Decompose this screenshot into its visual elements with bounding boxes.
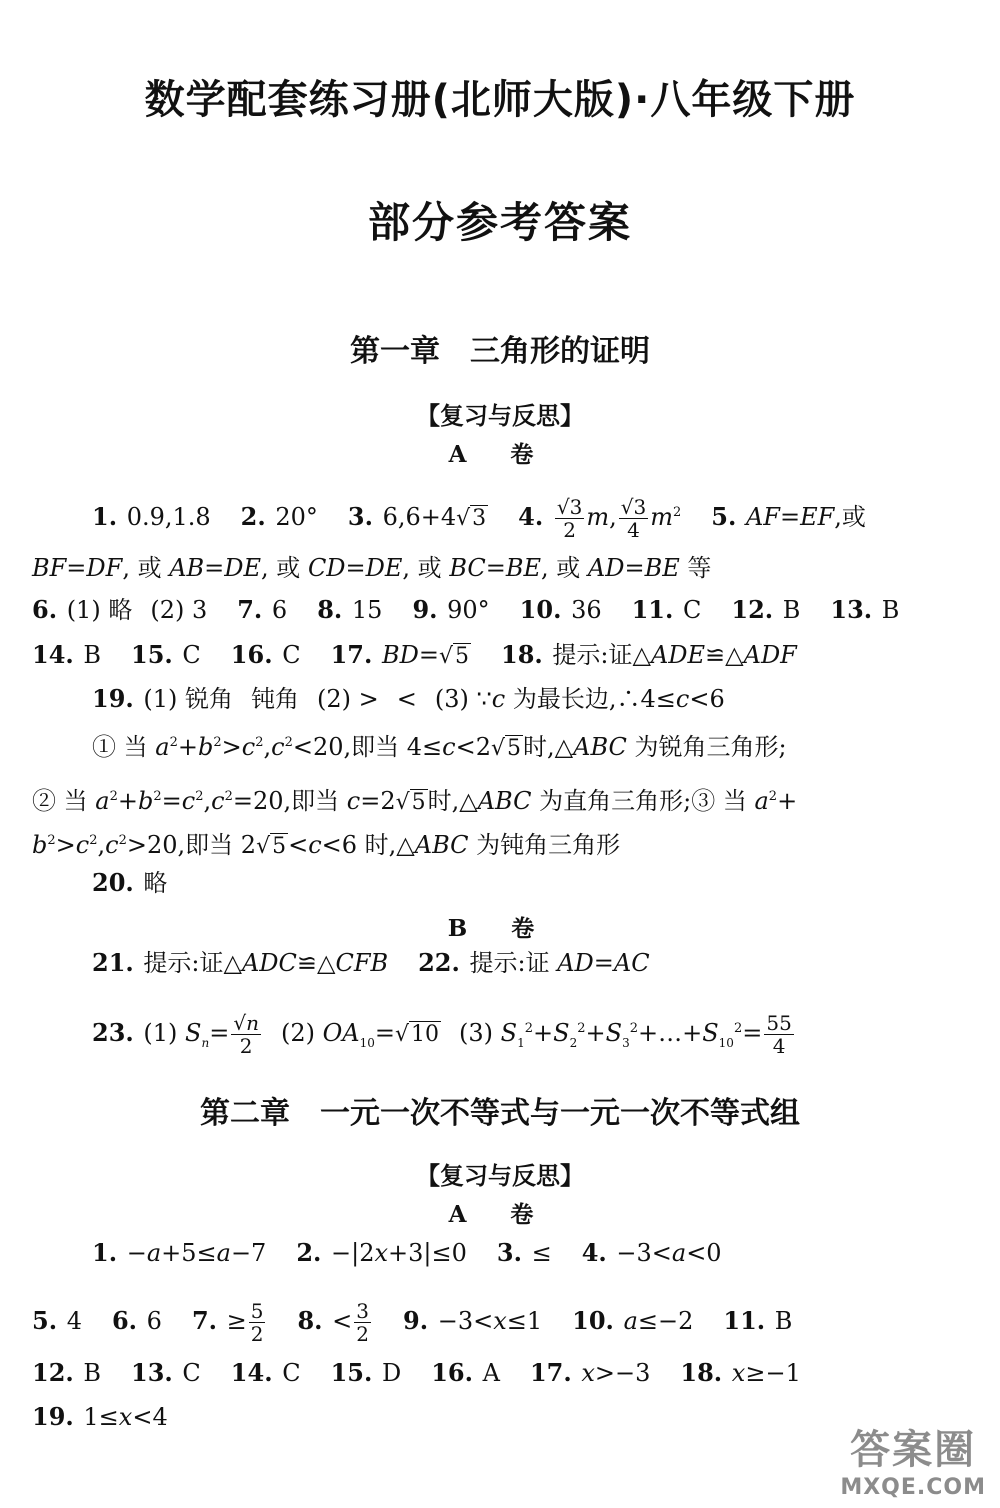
answer-line-3: 6. (1) 略 (2) 3 7. 6 8. 15 9. 90° 10. 36 11. C 12. B 13. B [32,595,900,624]
answer-line-7: ② 当 $a^2+b^2=c^2,c^2=20$,即当 c=2√5时,△ABC 为直角三角形;③ 当 $a^2+$ [32,787,798,815]
answer-line-9: 20. 略 [92,868,168,897]
watermark [840,1418,986,1500]
answer-line-14: 12. B 13. C 14. C 15. D 16. A 17. x>−3 18. x≥−1 [32,1358,801,1387]
book-title: 数学配套练习册(北师大版)·八年级下册 [144,77,856,123]
chapter-2-review-label: 【复习与反思】 [416,1161,584,1190]
chapter-1-volume-a: A 卷 [448,441,552,468]
answer-line-2: BF=DF, 或 AB=DE, 或 CD=DE, 或 BC=BE, 或 AD=BE 等 [32,554,712,582]
chapter-1-title: 第一章 三角形的证明 [350,334,650,369]
chapter-1-review-label: 【复习与反思】 [416,401,584,430]
answer-line-1: 1. 0.9,1.8 2. 20° 3. 6,6+4√3 4. $\frac{√3}{2}$ m, $\frac{√3}{4}$ $m^2$ 5. AF=EF,或 [92,495,866,542]
answer-line-11: 23. (1) $S_n=$ $\frac{√n}{2}$ (2) $OA_{10}=√10$ (3) $S_1^2+S_2^2+S_3^2+\dots+S_{10}^2=$ $\frac{55}{4}$ [92,1011,792,1058]
answer-line-4: 14. B 15. C 16. C 17. BD=√5 18. 提示:证△ADE≌△ADF [32,640,797,669]
answer-line-15: 19. 1≤x<4 [32,1402,168,1431]
answer-line-12: 1. −a+5≤a−7 2. −|2x+3|≤0 3. ≤ 4. −3<a<0 [92,1238,722,1267]
chapter-2-volume-a: A 卷 [448,1201,552,1228]
watermark-domain: MXQE.COM [840,1475,986,1500]
watermark-logo: 答案圈 [850,1427,977,1473]
answer-line-6: ① 当 $a^2+b^2>c^2,c^2<20$,即当 4≤c<2√5时,△ABC 为锐角三角形; [92,733,787,761]
answer-line-8: $b^2>c^2,c^2>20$,即当 2√5<c<6 时,△ABC 为钝角三角形 [32,831,621,859]
answers-title: 部分参考答案 [367,198,632,247]
answer-line-10: 21. 提示:证△ADC≌△CFB 22. 提示:证 AD=AC [92,948,650,977]
answer-line-13: 5. 4 6. 6 7. ≥ $\frac{5}{2}$ 8. < $\frac{3}{2}$ 9. −3<x≤1 10. a≤−2 11. B [32,1299,793,1346]
chapter-2-title: 第二章 一元一次不等式与一元一次不等式组 [200,1096,800,1131]
answer-line-5: 19. (1) 锐角 钝角 (2) > < (3) ∵c 为最长边,∴4≤c<6 [92,684,725,713]
chapter-1-volume-b: B 卷 [447,915,553,942]
